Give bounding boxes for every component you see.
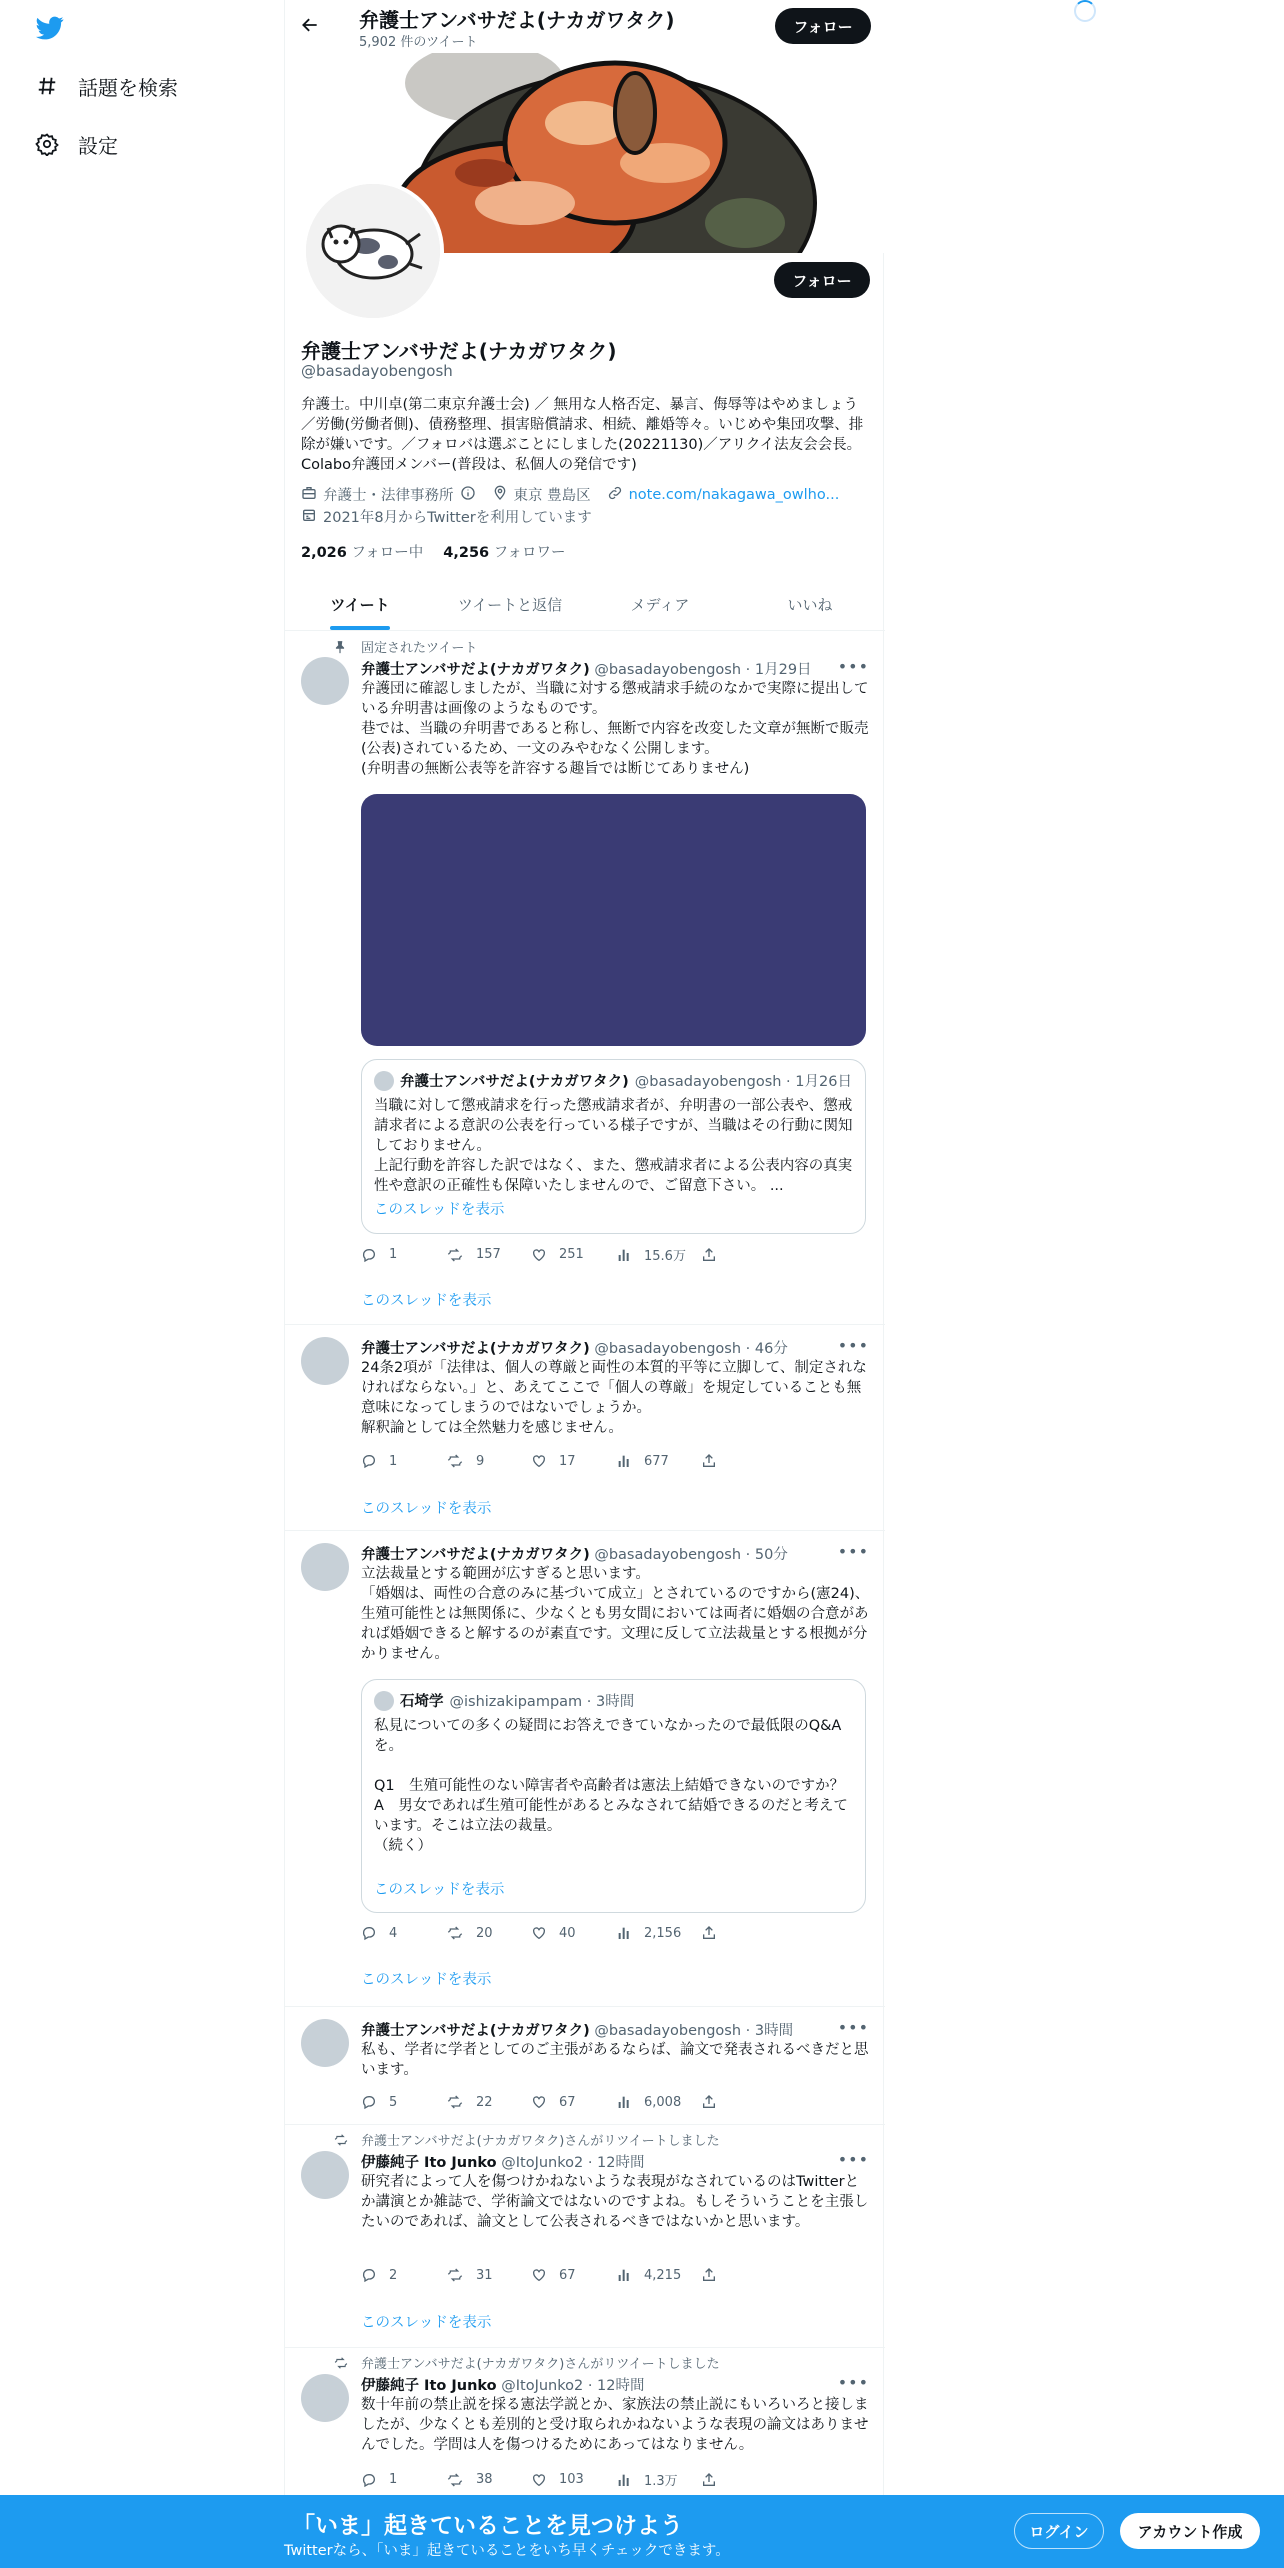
tweet-actions [361, 2470, 786, 2489]
quote-author-name: 石埼学 [400, 1694, 444, 1710]
tweet-header [361, 1543, 788, 1564]
share-button[interactable] [701, 1925, 786, 1941]
views-button[interactable]: 2,156 [616, 1925, 701, 1941]
tweet-text: 24条2項が「法律は、個人の尊厳と両性の本質的平等に立脚して、制定されなければならない。」と、あえてここで「個人の尊厳」を規定していることも無意味になってしまうのではないでしょうか。 解釈論としては全然魅力を感じません。 [361, 1360, 867, 1436]
header-follow-button[interactable]: フォロー [775, 8, 871, 44]
nav-item-label: 話題を検索 [78, 75, 178, 100]
reply-button[interactable]: 5 [361, 2094, 446, 2110]
reply-button[interactable]: 2 [361, 2267, 446, 2283]
retweet-icon [446, 2094, 464, 2110]
twitter-logo-icon[interactable] [34, 14, 68, 44]
analytics-icon [616, 2472, 632, 2488]
reply-icon [361, 1247, 377, 1263]
retweet-button[interactable]: 20 [446, 1925, 531, 1941]
link-icon [607, 485, 623, 505]
tweet[interactable] [285, 2125, 885, 2348]
quoted-tweet[interactable] [361, 1059, 866, 1234]
nav-item-explore[interactable] [34, 66, 178, 106]
calendar-icon [301, 507, 317, 527]
tab-tweets[interactable]: ツイート [285, 578, 435, 630]
nav-item-label: 設定 [78, 133, 118, 158]
quote-meta: @basadayobengosh · 1月26日 [634, 1074, 852, 1090]
like-button[interactable]: 251 [531, 1245, 616, 1264]
profile-link[interactable]: note.com/nakagawa_owlho... [628, 486, 840, 503]
signup-bottom-bar [0, 2495, 1284, 2568]
retweet-button[interactable]: 157 [446, 1245, 531, 1264]
tweet-header [361, 1337, 788, 1358]
avatar[interactable] [301, 2019, 349, 2067]
profile-joined: 2021年8月からTwitterを利用しています [323, 510, 592, 526]
tweet-meta: @ItoJunko2 · 12時間 [501, 2155, 645, 2171]
reply-button[interactable]: 4 [361, 1925, 446, 1941]
tweet-text: 研究者によって人を傷つけかねないような表現がなされているのはTwitterとか講演とか雑誌で、学術論文ではないのですよね。もしそういうことを主張したいのであれば、論文として公表されるべきではないかと思います。 [361, 2174, 869, 2230]
avatar[interactable] [301, 2374, 349, 2422]
followers-label: フォロワー [493, 545, 566, 561]
reply-icon [361, 2267, 377, 2283]
views-button[interactable]: 1.3万 [616, 2470, 701, 2489]
share-icon [701, 1453, 717, 1469]
heart-icon [531, 2267, 547, 2283]
signup-button[interactable]: アカウント作成 [1120, 2513, 1260, 2549]
profile-header-bar [285, 0, 885, 53]
like-button[interactable]: 17 [531, 1453, 616, 1469]
tweet-text: 私も、学者に学者としてのご主張があるならば、論文で発表されるべきだと思います。 [361, 2042, 869, 2078]
author-name[interactable]: 弁護士アンバサだよ(ナカガワタク) [361, 1547, 590, 1563]
more-icon[interactable]: ••• [837, 2373, 869, 2392]
tweet[interactable] [285, 631, 885, 1325]
retweet-icon [446, 1453, 464, 1469]
analytics-icon [616, 1453, 632, 1469]
share-button[interactable] [701, 2094, 786, 2110]
retweeted-icon [333, 2355, 349, 2374]
show-thread-link[interactable]: このスレッドを表示 [361, 1501, 492, 1517]
author-name[interactable]: 伊藤純子 Ito Junko [361, 2155, 497, 2171]
more-icon[interactable]: ••• [837, 1336, 869, 1355]
retweet-button[interactable]: 31 [446, 2267, 531, 2283]
profile-timeline [284, 0, 884, 2568]
reply-button[interactable]: 1 [361, 1453, 446, 1469]
nav-item-settings[interactable] [34, 124, 118, 164]
profile-follow-button[interactable]: フォロー [774, 262, 870, 298]
share-icon [701, 1247, 717, 1263]
tweet-header [361, 2151, 645, 2172]
hashtag-icon [34, 73, 60, 99]
tab-tweets-replies[interactable]: ツイートと返信 [457, 595, 563, 614]
quote-show-thread-link[interactable]: このスレッドを表示 [374, 1202, 505, 1218]
show-thread-link[interactable]: このスレッドを表示 [361, 2315, 492, 2331]
heart-icon [531, 2094, 547, 2110]
retweet-note[interactable]: 弁護士アンバサだよ(ナカガワタク)さんがリツイートしました [361, 2134, 720, 2149]
tweet[interactable] [285, 1325, 885, 1531]
tweet-meta: @basadayobengosh · 46分 [594, 1341, 788, 1357]
quote-avatar [374, 1691, 394, 1711]
following-count: 2,026 [301, 545, 347, 561]
retweet-icon [446, 1925, 464, 1941]
analytics-icon [616, 2094, 632, 2110]
following-label: フォロー中 [351, 545, 424, 561]
analytics-icon [616, 2267, 632, 2283]
share-icon [701, 1925, 717, 1941]
tweet-meta: @basadayobengosh · 50分 [594, 1547, 788, 1563]
profile-meta [301, 484, 839, 505]
profile-handle: @basadayobengosh [301, 362, 453, 380]
quote-meta: @ishizakipampam · 3時間 [449, 1694, 635, 1710]
tweet[interactable] [285, 2007, 885, 2125]
tweet-text: 弁護団に確認しましたが、当職に対する懲戒請求手続のなかで実際に提出している弁明書は画像のようなものです。 巷では、当職の弁明書であると称し、無断で内容を改変した文章が無断で販売(公表)されているため、一文のみやむなく公開します。 (弁明書の無断公表等を許容する趣旨では断じてありません) [361, 681, 869, 777]
tweet-meta: @basadayobengosh · 1月29日 [594, 662, 812, 678]
show-thread-link[interactable]: このスレッドを表示 [361, 1293, 492, 1309]
profile-tabs [285, 578, 885, 631]
like-button[interactable]: 67 [531, 2267, 616, 2283]
author-name[interactable]: 弁護士アンバサだよ(ナカガワタク) [361, 662, 590, 678]
author-name[interactable]: 弁護士アンバサだよ(ナカガワタク) [361, 2023, 590, 2039]
tweet-header [361, 658, 812, 679]
tweet-text: 数十年前の禁止説を採る憲法学説とか、家族法の禁止説にもいろいろと接しましたが、少なくとも差別的と受け取られかねないような表現の論文はありませんでした。学問は人を傷つけるためにあってはなりません。 [361, 2397, 869, 2453]
share-button[interactable] [701, 2267, 786, 2283]
more-icon[interactable]: ••• [837, 2150, 869, 2169]
retweet-button[interactable]: 22 [446, 2094, 531, 2110]
reply-button[interactable]: 1 [361, 2470, 446, 2489]
tweet-meta: @basadayobengosh · 3時間 [594, 2023, 794, 2039]
heart-icon [531, 1925, 547, 1941]
more-icon[interactable]: ••• [837, 657, 869, 676]
retweet-icon [446, 1247, 464, 1263]
retweeted-icon [333, 2132, 349, 2151]
share-icon [701, 2472, 717, 2488]
share-button[interactable] [701, 1453, 786, 1469]
reply-button[interactable]: 1 [361, 1245, 446, 1264]
profile-joined-row [301, 506, 592, 527]
location-icon [492, 485, 508, 505]
heart-icon [531, 1453, 547, 1469]
following-link[interactable] [301, 541, 423, 562]
avatar[interactable] [301, 1543, 349, 1591]
quote-header [374, 1070, 852, 1091]
tweet-actions [361, 1245, 786, 1264]
followers-link[interactable] [443, 541, 565, 562]
retweet-button[interactable]: 38 [446, 2470, 531, 2489]
profile-name: 弁護士アンバサだよ(ナカガワタク) [301, 339, 617, 363]
quote-avatar [374, 1071, 394, 1091]
header-profile-name: 弁護士アンバサだよ(ナカガワタク) [359, 8, 675, 32]
quote-header [374, 1690, 634, 1711]
profile-avatar[interactable] [302, 180, 444, 322]
tweet[interactable] [285, 1531, 885, 2007]
tweet-meta: @ItoJunko2 · 12時間 [501, 2378, 645, 2394]
header-tweet-count: 5,902 件のツイート [359, 35, 478, 50]
briefcase-icon [301, 485, 317, 505]
quote-author-name: 弁護士アンバサだよ(ナカガワタク) [400, 1074, 629, 1090]
retweet-icon [446, 2472, 464, 2488]
back-arrow-icon[interactable] [297, 12, 323, 38]
share-button[interactable] [701, 2470, 786, 2489]
analytics-icon [616, 1247, 632, 1263]
tweet-image[interactable] [361, 794, 866, 1046]
bottom-bar-title: 「いま」起きていることを見つけよう [292, 2513, 683, 2539]
like-button[interactable]: 67 [531, 2094, 616, 2110]
tweet-text: 立法裁量とする範囲が広すぎると思います。 「婚姻は、両性の合意のみに基づいて成立」とされているのですから(憲24)、生殖可能性とは無関係に、少なくとも男女間においては両者に婚姻の合意があれば婚姻できると解するのが素直です。文理に反して立法裁量とする根拠が分かりません。 [361, 1566, 870, 1662]
like-button[interactable]: 40 [531, 1925, 616, 1941]
tab-likes[interactable]: いいね [787, 595, 833, 614]
reply-icon [361, 2094, 377, 2110]
tweet-actions [361, 2267, 786, 2283]
quote-text: 私見についての多くの疑問にお答えできていなかったので最低限のQ&Aを。 Q1 生殖可能性のない障害者や高齢者は憲法上結婚できないのですか？ A 男女であれば生殖可能性があるとみなされて結婚できるのだと考えています。そこは立法の裁量。 （続く） [374, 1718, 848, 1854]
tweet-actions [361, 1453, 786, 1469]
login-button[interactable]: ログイン [1014, 2513, 1104, 2549]
heart-icon [531, 1247, 547, 1263]
views-button[interactable]: 6,008 [616, 2094, 701, 2110]
pinned-label: 固定されたツイート [361, 641, 478, 656]
show-thread-link[interactable]: このスレッドを表示 [361, 1972, 492, 1988]
like-button[interactable]: 103 [531, 2470, 616, 2489]
reply-icon [361, 1453, 377, 1469]
views-button[interactable]: 15.6万 [616, 1245, 701, 1264]
retweet-button[interactable]: 9 [446, 1453, 531, 1469]
tweet-header [361, 2019, 793, 2040]
views-button[interactable]: 4,215 [616, 2267, 701, 2283]
retweet-icon [446, 2267, 464, 2283]
analytics-icon [616, 1925, 632, 1941]
gear-icon [34, 131, 60, 157]
quote-text: 当職に対して懲戒請求を行った懲戒請求者が、弁明書の一部公表や、懲戒請求者による意訳の公表を行っている様子ですが、当職はその行動に関知しておりません。 上記行動を許容した訳ではなく、また、懲戒請求者による公表内容の真実性や意訳の正確性も保障いたしませんので、ご留意下さい。 ... [374, 1098, 853, 1194]
quote-show-thread-link[interactable]: このスレッドを表示 [374, 1882, 505, 1898]
avatar[interactable] [301, 2151, 349, 2199]
followers-count: 4,256 [443, 545, 490, 561]
share-button[interactable] [701, 1245, 786, 1264]
profile-bio: 弁護士。中川卓(第二東京弁護士会) ／ 無用な人格否定、暴言、侮辱等はやめましょう／労働(労働者側)、債務整理、損害賠償請求、相続、離婚等々。いじめや集団攻撃、排除が嫌いです。／フォロバは選ぶことにしました(20221130)／アリクイ法友会会長。Colabo弁護団メンバー(普段は、私個人の発信です) [301, 397, 864, 473]
pin-icon [333, 639, 347, 658]
tweet-actions [361, 2094, 786, 2110]
tweet-actions [361, 1925, 786, 1941]
avatar[interactable] [301, 657, 349, 705]
reply-icon [361, 2472, 377, 2488]
author-name[interactable]: 弁護士アンバサだよ(ナカガワタク) [361, 1341, 590, 1357]
quoted-tweet[interactable] [361, 1679, 866, 1913]
reply-icon [361, 1925, 377, 1941]
profile-category: 弁護士・法律事務所 [323, 488, 454, 504]
follow-stats [301, 541, 566, 562]
author-name[interactable]: 伊藤純子 Ito Junko [361, 2378, 497, 2394]
heart-icon [531, 2472, 547, 2488]
avatar[interactable] [301, 1337, 349, 1385]
share-icon [701, 2094, 717, 2110]
share-icon [701, 2267, 717, 2283]
info-icon[interactable] [460, 485, 476, 505]
more-icon[interactable]: ••• [837, 1542, 869, 1561]
retweet-note[interactable]: 弁護士アンバサだよ(ナカガワタク)さんがリツイートしました [361, 2357, 720, 2372]
more-icon[interactable]: ••• [837, 2018, 869, 2037]
tweet-header [361, 2374, 645, 2395]
bottom-bar-subtitle: Twitterなら、「いま」起きていることをいち早くチェックできます。 [284, 2543, 730, 2559]
views-button[interactable]: 677 [616, 1453, 701, 1469]
tweet[interactable] [285, 2348, 885, 2498]
tab-media[interactable]: メディア [630, 595, 690, 614]
loading-spinner-icon [1074, 0, 1096, 22]
profile-location: 東京 豊島区 [513, 488, 591, 504]
